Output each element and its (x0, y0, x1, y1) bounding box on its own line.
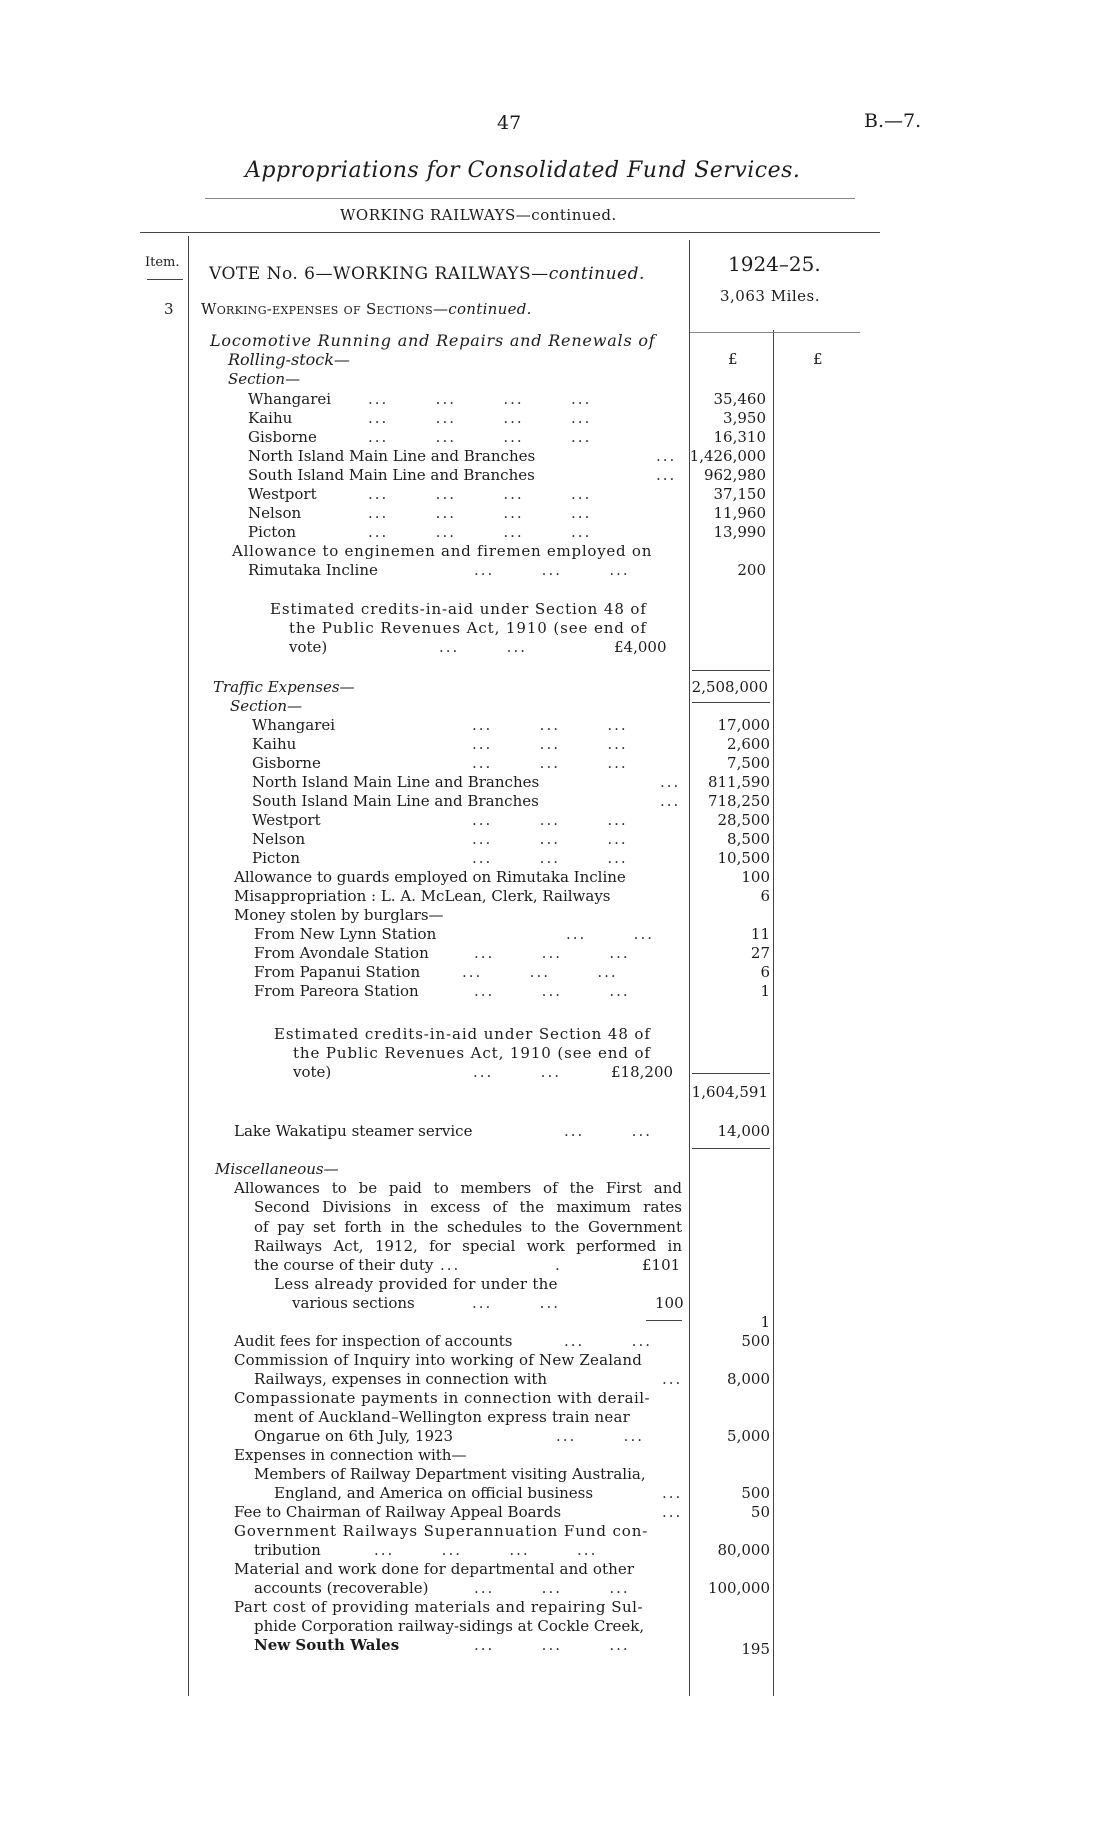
subtitle-text: WORKING RAILWAYS—continued. (340, 206, 617, 224)
compassionate-amount: 5,000 (727, 1427, 770, 1445)
loco-row-amount: 13,990 (713, 523, 766, 541)
fee-amount: 50 (750, 1503, 770, 1521)
leader-dots: ... ... ... (474, 1636, 630, 1654)
loco-row-label: Kaihu (248, 409, 293, 427)
compassionate-line1: Compassionate payments in connection with derail- (234, 1389, 650, 1407)
misappropriation: Misappropriation : L. A. McLean, Clerk, Railways (234, 887, 611, 905)
loco-allowance-label: Rimutaka Incline (248, 561, 378, 579)
fee-label: Fee to Chairman of Railway Appeal Boards (234, 1503, 562, 1521)
loco-heading-line2: Rolling-stock— (228, 350, 350, 369)
leader-dots: ... ... ... ... (368, 428, 592, 446)
members-line1: Members of Railway Department visiting Australia, (254, 1465, 646, 1483)
stolen-row (254, 944, 684, 962)
traffic-row-amount: 10,500 (717, 849, 770, 867)
traffic-row-label: Westport (252, 811, 321, 829)
year-heading: 1924–25. (728, 252, 821, 276)
misc-less-line2 (292, 1294, 684, 1312)
traffic-row-label: Whangarei (252, 716, 336, 734)
traffic-row (252, 716, 682, 734)
vote-title (209, 264, 645, 284)
working-expenses-text: Working-expenses of Sections— (201, 300, 449, 318)
traffic-row-label: Nelson (252, 830, 306, 848)
pound-sign-left: £ (728, 350, 738, 368)
loco-row-label: Picton (248, 523, 297, 541)
traffic-row-amount: 811,590 (707, 773, 770, 791)
stolen-row-amount: 6 (760, 963, 770, 981)
traffic-credits-line1: Estimated credits-in-aid under Section 48 of (274, 1025, 651, 1043)
stolen-row-label: From Avondale Station (254, 944, 429, 962)
loco-row (248, 504, 678, 522)
leader-dots: ... ... (556, 1427, 644, 1445)
traffic-row (252, 773, 682, 791)
gov-amount: 80,000 (717, 1541, 770, 1559)
misc-allowances-last (254, 1256, 684, 1274)
page-number: 47 (497, 112, 522, 134)
leader-dots: ... ... ... (472, 735, 628, 753)
loco-row-label: Nelson (248, 504, 302, 522)
loco-row-amount: 3,950 (723, 409, 766, 427)
commission-line2 (254, 1370, 684, 1388)
leader-dots: ... ... ... (474, 982, 630, 1000)
loco-row-amount: 16,310 (713, 428, 766, 446)
stolen-row (254, 963, 684, 981)
misc-less-rule (646, 1320, 682, 1321)
loco-row-amount: 962,980 (703, 466, 766, 484)
vote-title-continued: continued. (548, 264, 645, 284)
gov-line1: Government Railways Superannuation Fund con- (234, 1522, 649, 1540)
loco-total-rule (692, 670, 770, 671)
traffic-row-amount: 7,500 (727, 754, 770, 772)
loco-heading-line1: Locomotive Running and Repairs and Renewals of (210, 331, 656, 350)
leader-dots: ... ... (473, 1063, 561, 1081)
document-reference: B.—7. (864, 110, 922, 132)
misc-allowances (234, 1179, 682, 1256)
item-header-rule (147, 279, 183, 280)
loco-row-label: Gisborne (248, 428, 317, 446)
vote-title-text: VOTE No. 6—WORKING RAILWAYS— (209, 264, 549, 284)
loco-row (248, 390, 678, 408)
material-line2 (254, 1579, 684, 1597)
misc-allowances-sub: £101 (642, 1256, 681, 1274)
steamer-rule (692, 1148, 770, 1149)
page-title: Appropriations for Consolidated Fund Services. (245, 158, 801, 183)
page-subtitle (340, 206, 617, 224)
loco-row-label: South Island Main Line and Branches (248, 466, 535, 484)
audit-line (234, 1332, 684, 1350)
misc-less-line1: Less already provided for under the (274, 1275, 558, 1293)
part-line1: Part cost of providing materials and repairing Sul- (234, 1598, 644, 1616)
leader-dots: ... (656, 447, 677, 465)
leader-dots: ... ... ... (472, 811, 628, 829)
commission-amount: 8,000 (727, 1370, 770, 1388)
loco-total-underline (692, 702, 770, 703)
mileage: 3,063 Miles. (720, 287, 821, 305)
traffic-heading: Traffic Expenses— (213, 678, 355, 696)
leader-dots: ... ... (564, 1122, 652, 1140)
loco-total: 2,508,000 (691, 678, 768, 696)
traffic-row-amount: 8,500 (727, 830, 770, 848)
material-line1: Material and work done for departmental and other (234, 1560, 635, 1578)
loco-row (248, 409, 678, 427)
leader-dots: ... ... ... (472, 716, 628, 734)
compassionate-line3 (254, 1427, 684, 1445)
traffic-credits-amount: £18,200 (611, 1063, 674, 1081)
part-amount: 195 (741, 1640, 770, 1658)
traffic-row (252, 849, 682, 867)
commission-line1: Commission of Inquiry into working of New Zealand (234, 1351, 643, 1369)
stolen-row (254, 925, 684, 943)
misc-allowances-last-text: the course of their duty (254, 1256, 434, 1274)
leader-dots: ... ... ... ... (368, 409, 592, 427)
loco-row-amount: 11,960 (713, 504, 766, 522)
money-stolen-heading: Money stolen by burglars— (234, 906, 444, 924)
audit-amount: 500 (741, 1332, 770, 1350)
traffic-row (252, 792, 682, 810)
material-amount: 100,000 (707, 1579, 770, 1597)
misc-less-label: various sections (292, 1294, 415, 1312)
leader-dots: ... ... ... (474, 1579, 630, 1597)
traffic-row-amount: 718,250 (707, 792, 770, 810)
stolen-row-label: From Papanui Station (254, 963, 421, 981)
leader-dots: ... ... (472, 1294, 560, 1312)
loco-credits-line1: Estimated credits-in-aid under Section 48 of (270, 600, 647, 618)
loco-row-amount: 1,426,000 (689, 447, 766, 465)
misc-allowances-line: Railways Act, 1912, for special work performed in (254, 1236, 682, 1255)
steamer-label: Lake Wakatipu steamer service (234, 1122, 473, 1140)
part-line2: phide Corporation railway-sidings at Cockle Creek, (254, 1617, 645, 1635)
loco-row (248, 428, 678, 446)
traffic-row-amount: 2,600 (727, 735, 770, 753)
expenses-heading: Expenses in connection with— (234, 1446, 467, 1464)
traffic-row-amount: 17,000 (717, 716, 770, 734)
leader-dots: ... ... ... (474, 561, 630, 579)
leader-dots: ... ... ... (462, 963, 618, 981)
traffic-total: 1,604,591 (691, 1083, 768, 1101)
heading-rule (690, 332, 860, 333)
loco-row-label: Whangarei (248, 390, 332, 408)
leader-dots: ... ... ... ... (368, 504, 592, 522)
stolen-row-amount: 11 (750, 925, 770, 943)
leader-dots: ... . (440, 1256, 562, 1274)
stolen-row-label: From New Lynn Station (254, 925, 437, 943)
compassionate-label: Ongarue on 6th July, 1923 (254, 1427, 454, 1445)
item-column-rule (188, 236, 189, 1696)
leader-dots: ... (662, 1370, 683, 1388)
loco-row-amount: 35,460 (713, 390, 766, 408)
amount-column-rule-right (773, 330, 774, 1696)
traffic-allowance-amount: 100 (741, 868, 770, 886)
traffic-credits-label: vote) (293, 1063, 332, 1081)
stolen-row-amount: 1 (760, 982, 770, 1000)
loco-row-label: Westport (248, 485, 317, 503)
traffic-total-rule (692, 1073, 770, 1074)
leader-dots: ... ... ... ... (368, 523, 592, 541)
loco-row (248, 523, 678, 541)
loco-row-label: North Island Main Line and Branches (248, 447, 536, 465)
part-line3 (254, 1636, 684, 1654)
material-label: accounts (recoverable) (254, 1579, 429, 1597)
loco-credits-line3 (289, 638, 679, 656)
steamer-line (234, 1122, 684, 1140)
item-header: Item. (145, 255, 180, 270)
members-amount: 500 (741, 1484, 770, 1502)
pound-sign-right: £ (813, 350, 823, 368)
traffic-allowance: Allowance to guards employed on Rimutaka Incline (234, 868, 626, 886)
loco-credits-line2: the Public Revenues Act, 1910 (see end of (289, 619, 647, 637)
gov-line2 (254, 1541, 684, 1559)
loco-row (248, 466, 678, 484)
working-expenses-heading (201, 300, 532, 318)
traffic-row (252, 830, 682, 848)
misc-allowances-line: of pay set forth in the schedules to the Government (254, 1217, 682, 1236)
stolen-row-label: From Pareora Station (254, 982, 419, 1000)
traffic-row-label: Picton (252, 849, 301, 867)
item-number: 3 (164, 300, 174, 318)
title-rule (205, 198, 855, 199)
misc-less-amount: 100 (655, 1294, 684, 1312)
members-line2 (274, 1484, 684, 1502)
traffic-row-label: North Island Main Line and Branches (252, 773, 540, 791)
traffic-row (252, 735, 682, 753)
leader-dots: ... ... ... (472, 830, 628, 848)
traffic-row (252, 754, 682, 772)
loco-row-amount: 37,150 (713, 485, 766, 503)
misappropriation-amount: 6 (760, 887, 770, 905)
leader-dots: ... ... ... (472, 849, 628, 867)
traffic-credits-line2: the Public Revenues Act, 1910 (see end of (293, 1044, 651, 1062)
compassionate-line2: ment of Auckland–Wellington express train near (254, 1408, 630, 1426)
misc-allowances-line: Allowances to be paid to members of the First and (234, 1179, 682, 1197)
traffic-credits-line3 (293, 1063, 683, 1081)
traffic-row-label: Gisborne (252, 754, 321, 772)
loco-row (248, 485, 678, 503)
steamer-amount: 14,000 (717, 1122, 770, 1140)
loco-allowance-line2 (248, 561, 678, 579)
leader-dots: ... ... ... ... (368, 390, 592, 408)
loco-credits-label: vote) (289, 638, 328, 656)
gov-label: tribution (254, 1541, 321, 1559)
loco-credits-amount: £4,000 (614, 638, 667, 656)
leader-dots: ... ... (566, 925, 654, 943)
stolen-row-amount: 27 (750, 944, 770, 962)
loco-allowance-line1: Allowance to enginemen and firemen employed on (232, 542, 653, 560)
members-label: England, and America on official business (274, 1484, 594, 1502)
leader-dots: ... (656, 466, 677, 484)
stolen-row (254, 982, 684, 1000)
leader-dots: ... (660, 792, 681, 810)
leader-dots: ... (662, 1484, 683, 1502)
misc-heading: Miscellaneous— (215, 1160, 339, 1178)
traffic-row-amount: 28,500 (717, 811, 770, 829)
leader-dots: ... (660, 773, 681, 791)
loco-allowance-amount: 200 (737, 561, 766, 579)
traffic-row (252, 811, 682, 829)
loco-row (248, 447, 678, 465)
leader-dots: ... ... ... (472, 754, 628, 772)
leader-dots: ... (662, 1503, 683, 1521)
leader-dots: ... ... (439, 638, 527, 656)
loco-section-label: Section— (228, 370, 301, 388)
misc-allowances-net: 1 (760, 1313, 770, 1331)
leader-dots: ... ... (564, 1332, 652, 1350)
leader-dots: ... ... ... ... (368, 485, 592, 503)
commission-label: Railways, expenses in connection with (254, 1370, 548, 1388)
working-expenses-continued: continued. (448, 300, 532, 318)
leader-dots: ... ... ... (474, 944, 630, 962)
audit-label: Audit fees for inspection of accounts (234, 1332, 513, 1350)
misc-allowances-line: Second Divisions in excess of the maximum rates (254, 1198, 682, 1217)
fee-line (234, 1503, 684, 1521)
traffic-row-label: South Island Main Line and Branches (252, 792, 539, 810)
part-label: New South Wales (254, 1636, 400, 1654)
traffic-row-label: Kaihu (252, 735, 297, 753)
header-rule (140, 232, 880, 233)
traffic-section-label: Section— (230, 697, 303, 715)
leader-dots: ... ... ... ... (374, 1541, 598, 1559)
